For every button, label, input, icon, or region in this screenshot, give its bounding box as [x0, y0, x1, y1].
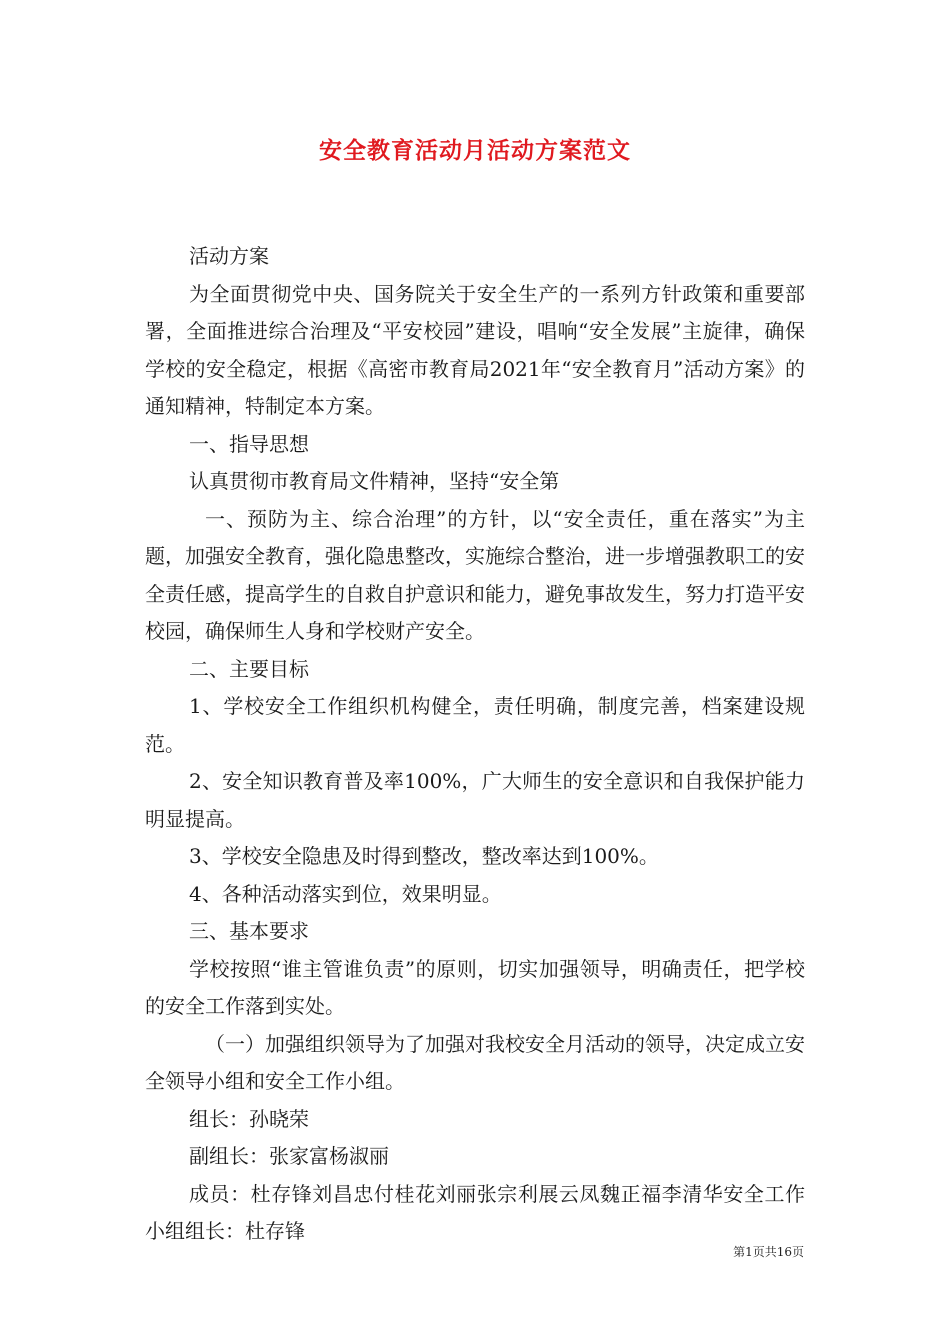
leader-line: 组长：孙晓荣 [189, 1106, 309, 1131]
paragraph-organization: （一）加强组织领导为了加强对我校安全月活动的领导，决定成立安全领导小组和安全工作小组。 [145, 1031, 805, 1093]
deputy-leader-line: 副组长：张家富杨淑丽 [189, 1144, 389, 1168]
paragraph-intro: 为全面贯彻党中央、国务院关于安全生产的一系列方针政策和重要部署，全面推进综合治理及“平安校园”建设，唱响“安全发展”主旋律，确保学校的安全稳定，根据《高密市教育局2021年“安全教育月”活动方案》的通知精神，特制定本方案。 [145, 281, 805, 418]
section-heading-basic-requirements: 三、基本要求 [189, 919, 309, 943]
goal-item-1: 1、学校安全工作组织机构健全，责任明确，制度完善，档案建设规范。 [145, 694, 805, 756]
document-body [145, 238, 805, 1251]
document-title: 安全教育活动月活动方案范文 [319, 137, 631, 164]
goal-item-4: 4、各种活动落实到位，效果明显。 [189, 881, 502, 906]
paragraph-guiding-2: 一、预防为主、综合治理”的方针，以“安全责任，重在落实”为主题，加强安全教育，强化隐患整改，实施综合整治，进一步增强教职工的安全责任感，提高学生的自救自护意识和能力，避免事故发生，努力打造平安校园，确保师生人身和学校财产安全。 [145, 506, 805, 643]
paragraph-requirements: 学校按照“谁主管谁负责”的原则，切实加强领导，明确责任，把学校的安全工作落到实处。 [145, 956, 805, 1018]
members-line: 成员：杜存锋刘昌忠付桂花刘丽张宗利展云凤魏正福李清华安全工作小组组长：杜存锋 [145, 1181, 805, 1243]
goal-item-2: 2、安全知识教育普及率100%，广大师生的安全意识和自我保护能力明显提高。 [145, 769, 805, 831]
goal-item-3: 3、学校安全隐患及时得到整改，整改率达到100%。 [189, 844, 659, 868]
page-number: 第1页共16页 [733, 1245, 804, 1259]
paragraph-heading-plan: 活动方案 [189, 244, 269, 268]
section-heading-guiding-thought: 一、指导思想 [189, 431, 309, 456]
paragraph-guiding-1: 认真贯彻市教育局文件精神，坚持“安全第 [189, 469, 560, 493]
section-heading-main-goals: 二、主要目标 [189, 656, 309, 681]
